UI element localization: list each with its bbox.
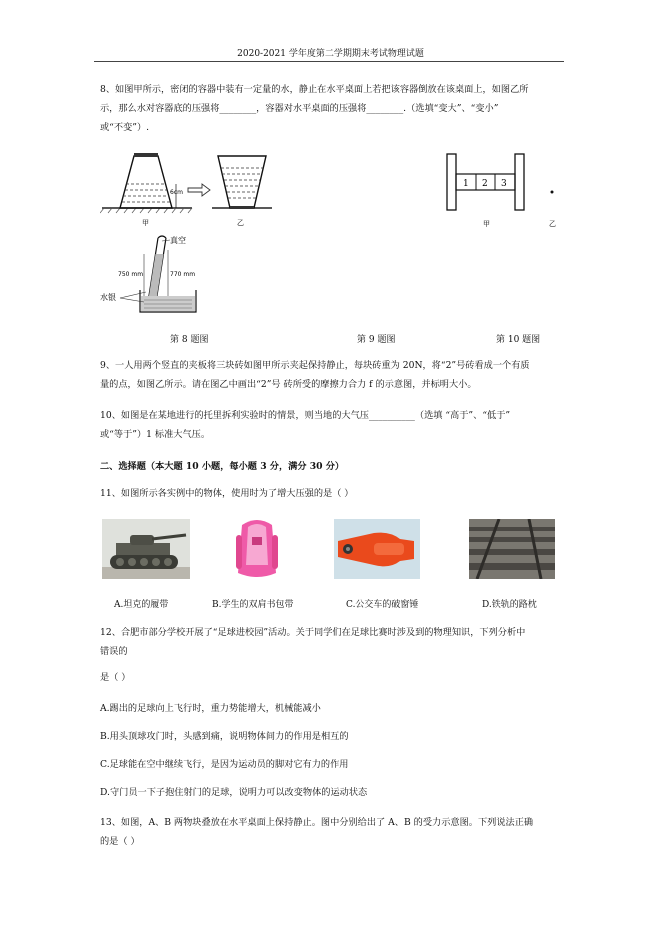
section-2-title: 二、选择题（本大题 10 小题，每小题 3 分，满分 30 分） — [100, 461, 345, 472]
figure-10-torricelli — [100, 232, 210, 322]
tank-image — [102, 519, 190, 579]
q11-option-a: A.坦克的履带 — [114, 600, 169, 610]
q9-line1: 9、一人用两个竖直的夹板将三块砖如图甲所示夹起保持静止，每块砖重为 20N，将“2”号砖看成一个有质 — [100, 360, 530, 371]
q9-line2: 量的点，如图乙所示。请在图乙中画出“2”号 砖所受的摩擦力合力 f 的示意图，并标明大小。 — [100, 379, 477, 390]
brick-1-label: 1 — [463, 179, 469, 189]
brick-3-label: 3 — [501, 179, 507, 189]
mass-point — [551, 191, 554, 194]
q10-line1: 10、如图是在某地进行的托里拆利实验时的情景，则当地的大气压__________（选填 “高于”、“低于” — [100, 410, 511, 421]
q11-option-b: B.学生的双肩书包带 — [212, 600, 294, 610]
fig8-jia-label: 甲 — [142, 219, 149, 227]
q12-option-c: C.足球能在空中继续飞行，是因为运动员的脚对它有力的作用 — [100, 759, 349, 770]
brick-2-label: 2 — [482, 179, 488, 189]
fig10-770-label: 770 mm — [170, 271, 196, 278]
q11-option-c: C.公交车的破窗锤 — [346, 600, 419, 610]
q11-stem: 11、如图所示各实例中的物体，使用时为了增大压强的是（ ） — [100, 488, 354, 499]
fig10-mercury-label: 水银 — [100, 293, 116, 302]
q12-option-a: A.踢出的足球向上飞行时，重力势能增大，机械能减小 — [100, 703, 321, 714]
q12-line1: 12、合肥市部分学校开展了“足球进校园”活动。关于同学们在足球比赛时涉及到的物理知识，下列分析中 — [100, 627, 526, 638]
q13-line2: 的是（ ） — [100, 836, 140, 847]
fig8-yi-label: 乙 — [237, 219, 244, 227]
fig8-6cm-label: 6cm — [170, 189, 183, 196]
figure-9-bricks — [445, 150, 565, 230]
caption-fig10: 第 10 题图 — [496, 335, 541, 345]
fig10-750-label: 750 mm — [118, 271, 144, 278]
q8-line1: 8、如图甲所示，密闭的容器中装有一定量的水，静止在水平桌面上若把该容器倒放在该桌面上，如图乙所 — [100, 84, 529, 95]
figure-8-containers — [100, 150, 275, 230]
railway-image — [469, 519, 555, 579]
header-divider — [94, 61, 564, 62]
q13-line1: 13、如图，A、B 两物块叠放在水平桌面上保持静止。图中分别给出了 A、B 的受力示意图。下列说法正确 — [100, 817, 534, 828]
q12-line2: 错误的 — [100, 646, 128, 657]
q11-option-d: D.铁轨的路枕 — [482, 600, 537, 610]
fig9-jia-label: 甲 — [483, 220, 490, 228]
caption-fig8: 第 8 题图 — [170, 335, 209, 345]
fig9-yi-label: 乙 — [549, 220, 556, 228]
fig10-vacuum-label: 真空 — [170, 236, 186, 245]
page-header-title: 2020-2021 学年度第二学期期末考试物理试题 — [237, 49, 424, 59]
q8-line2: 示，那么水对容器底的压强将________，容器对水平桌面的压强将________.（选填“变大”、“变小” — [100, 103, 499, 114]
backpack-image — [228, 515, 286, 583]
q10-line2: 或“等于”）1 标准大气压。 — [100, 429, 211, 440]
arrow-icon — [188, 184, 210, 196]
q8-line3: 或“不变”）. — [100, 122, 150, 133]
caption-fig9: 第 9 题图 — [357, 335, 396, 345]
hammer-image — [334, 519, 420, 579]
q12-line3: 是（ ） — [100, 672, 131, 683]
q12-option-b: B.用头顶球攻门时，头感到痛，说明物体间力的作用是相互的 — [100, 731, 349, 742]
q12-option-d: D.守门员一下子抱住射门的足球，说明力可以改变物体的运动状态 — [100, 787, 368, 798]
